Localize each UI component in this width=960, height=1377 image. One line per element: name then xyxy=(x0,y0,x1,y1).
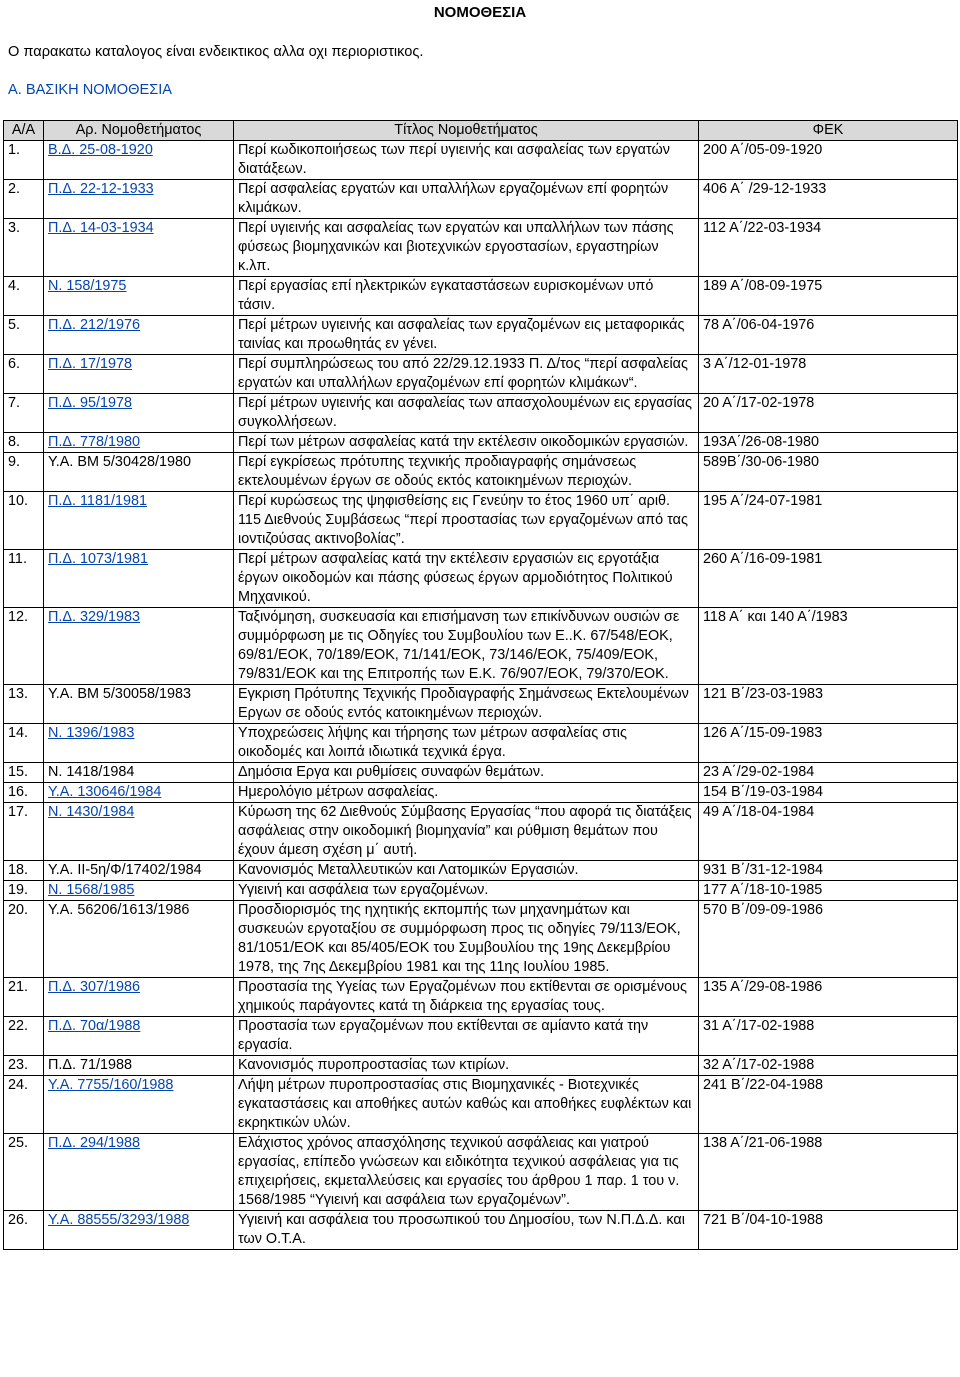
table-row xyxy=(4,355,958,394)
legislation-ref-text[interactable]: Ν. 158/1975 xyxy=(48,278,127,294)
fek-ref xyxy=(699,433,958,453)
fek-ref-text: 23 Α΄/29-02-1984 xyxy=(703,764,815,780)
legislation-title xyxy=(234,978,699,1017)
row-number-text: 9. xyxy=(8,454,21,470)
legislation-ref xyxy=(44,685,234,724)
legislation-ref xyxy=(44,316,234,355)
table-row xyxy=(4,861,958,881)
legislation-ref xyxy=(44,180,234,219)
legislation-title-text: Υποχρεώσεις λήψης και τήρησης των μέτρων ασφαλείας στις οικοδομές και λοιπά ιδιωτικά τεχνικά έργα. xyxy=(238,725,627,760)
row-number xyxy=(4,1076,44,1134)
row-number-text: 15. xyxy=(8,764,29,780)
row-number-text: 3. xyxy=(8,220,21,236)
legislation-ref xyxy=(44,355,234,394)
fek-ref-text: 193Α΄/26-08-1980 xyxy=(703,434,820,450)
table-row xyxy=(4,978,958,1017)
legislation-ref xyxy=(44,277,234,316)
legislation-table xyxy=(3,120,958,1250)
row-number-text: 22. xyxy=(8,1018,29,1034)
legislation-title-text: Περί συμπληρώσεως του από 22/29.12.1933 Π. Δ/τος “περί ασφαλείας εργατών και υπαλλήλων εργαζομένων επί φορητών κλιμάκων“. xyxy=(238,356,688,391)
fek-ref-text: 32 Α΄/17-02-1988 xyxy=(703,1057,815,1073)
legislation-title-text: Περί μέτρων υγιεινής και ασφαλείας των απασχολουμένων εις εργασίας συγκολλήσεων. xyxy=(238,395,692,430)
legislation-ref xyxy=(44,608,234,685)
row-number xyxy=(4,901,44,978)
legislation-ref-text: Υ.Α. ΒΜ 5/30428/1980 xyxy=(48,454,191,470)
legislation-ref-text[interactable]: Π.Δ. 294/1988 xyxy=(48,1135,141,1151)
row-number-text: 10. xyxy=(8,493,29,509)
row-number xyxy=(4,453,44,492)
legislation-title-text: Λήψη μέτρων πυροπροστασίας στις Βιομηχανικές - Βιοτεχνικές εγκαταστάσεις και αποθήκες αυτών καθώς και αποθήκες ευφλέκτων και εκρηκτικών υλών. xyxy=(238,1077,692,1131)
fek-ref xyxy=(699,763,958,783)
table-row xyxy=(4,901,958,978)
section-heading: Α. ΒΑΣΙΚΗ ΝΟΜΟΘΕΣΙΑ xyxy=(8,82,173,98)
legislation-title-text: Περί των μέτρων ασφαλείας κατά την εκτέλεσιν οικοδομικών εργασιών. xyxy=(238,434,689,450)
row-number xyxy=(4,608,44,685)
legislation-ref-text[interactable]: Π.Δ. 1181/1981 xyxy=(48,493,147,509)
row-number-text: 19. xyxy=(8,882,29,898)
legislation-title-text: Περί κυρώσεως της ψηφισθείσης εις Γενεύην το έτος 1960 υπ΄ αριθ. 115 Διεθνούς Συμβάσεως “περί προστασίας των εργαζομένων από τας ιοντιζούσας ακτινοβολίας”. xyxy=(238,493,688,547)
row-number xyxy=(4,433,44,453)
fek-ref-text: 177 Α΄/18-10-1985 xyxy=(703,882,823,898)
legislation-title-text: Προστασία των εργαζομένων που εκτίθενται σε αμίαντο κατά την εργασία. xyxy=(238,1018,649,1053)
legislation-title xyxy=(234,861,699,881)
legislation-title-text: Περί υγιεινής και ασφαλείας των εργατών και υπαλλήλων των πάσης φύσεως βιομηχανικών και βιοτεχνικών εργοστασίων, εργαστηρίων κ.λπ. xyxy=(238,220,674,274)
row-number-text: 18. xyxy=(8,862,29,878)
legislation-title-text: Ελάχιστος χρόνος απασχόλησης τεχνικού ασφάλειας και γιατρού εργασίας, επίπεδο γνώσεων και ειδικότητα τεχνικού ασφάλειας για τις επιχειρήσεις, εκμεταλλεύσεις και εργασίες του άρθρου 1 παρ. 1 του ν. 1568/1985 “Υγιεινή και ασφάλεια των εργαζομένων”. xyxy=(238,1135,680,1208)
legislation-title xyxy=(234,881,699,901)
legislation-title-text: Περί ασφαλείας εργατών και υπαλλήλων εργαζομένων επί φορητών κλιμάκων. xyxy=(238,181,669,216)
table-row xyxy=(4,550,958,608)
fek-ref xyxy=(699,394,958,433)
legislation-title xyxy=(234,724,699,763)
fek-ref xyxy=(699,783,958,803)
row-number xyxy=(4,1017,44,1056)
legislation-title xyxy=(234,1134,699,1211)
table-row xyxy=(4,1076,958,1134)
legislation-ref xyxy=(44,1056,234,1076)
legislation-ref xyxy=(44,492,234,550)
fek-ref-text: 78 Α΄/06-04-1976 xyxy=(703,317,815,333)
legislation-title-text: Υγιεινή και ασφάλεια του προσωπικού του Δημοσίου, των Ν.Π.Δ.Δ. και των Ο.Τ.Α. xyxy=(238,1212,685,1247)
fek-ref xyxy=(699,1134,958,1211)
legislation-title-text: Δημόσια Εργα και ρυθμίσεις συναφών θεμάτων. xyxy=(238,764,545,780)
row-number-text: 25. xyxy=(8,1135,29,1151)
legislation-ref xyxy=(44,1076,234,1134)
legislation-ref-text: Υ.Α. ΙΙ-5η/Φ/17402/1984 xyxy=(48,862,202,878)
fek-ref xyxy=(699,803,958,861)
fek-ref-text: 241 Β΄/22-04-1988 xyxy=(703,1077,824,1093)
fek-ref-text: 589Β΄/30-06-1980 xyxy=(703,454,820,470)
legislation-ref xyxy=(44,1017,234,1056)
row-number xyxy=(4,316,44,355)
legislation-title xyxy=(234,219,699,277)
table-row xyxy=(4,724,958,763)
intro-text: Ο παρακατω καταλογος είναι ενδεικτικος αλλα οχι περιοριστικος. xyxy=(8,44,424,60)
legislation-title xyxy=(234,1056,699,1076)
table-row xyxy=(4,1017,958,1056)
legislation-title xyxy=(234,803,699,861)
legislation-ref xyxy=(44,550,234,608)
table-row xyxy=(4,492,958,550)
row-number-text: 6. xyxy=(8,356,21,372)
legislation-title xyxy=(234,685,699,724)
row-number xyxy=(4,1134,44,1211)
table-row xyxy=(4,141,958,180)
legislation-ref-text[interactable]: Π.Δ. 95/1978 xyxy=(48,395,133,411)
fek-ref-text: 135 Α΄/29-08-1986 xyxy=(703,979,823,995)
legislation-ref-text[interactable]: Π.Δ. 17/1978 xyxy=(48,356,133,372)
header-ref: Αρ. Νομοθετήματος xyxy=(44,121,234,141)
legislation-ref xyxy=(44,453,234,492)
legislation-title-text: Περί μέτρων υγιεινής και ασφαλείας των εργαζομένων εις μεταφορικάς ταινίας και προωθητάς εν γένει. xyxy=(238,317,685,352)
fek-ref xyxy=(699,685,958,724)
table-row xyxy=(4,180,958,219)
table-row xyxy=(4,1056,958,1076)
row-number-text: 8. xyxy=(8,434,21,450)
fek-ref xyxy=(699,1017,958,1056)
legislation-title-text: Περί εργασίας επί ηλεκτρικών εγκαταστάσεων ευρισκομένων υπό τάσιν. xyxy=(238,278,654,313)
legislation-title xyxy=(234,608,699,685)
fek-ref-text: 570 Β΄/09-09-1986 xyxy=(703,902,824,918)
row-number-text: 20. xyxy=(8,902,29,918)
legislation-title xyxy=(234,783,699,803)
header-fek: ΦΕΚ xyxy=(699,121,958,141)
fek-ref-text: 126 Α΄/15-09-1983 xyxy=(703,725,823,741)
fek-ref xyxy=(699,316,958,355)
legislation-ref-text: Υ.Α. ΒΜ 5/30058/1983 xyxy=(48,686,191,702)
legislation-ref-text[interactable]: Υ.Α. 130646/1984 xyxy=(48,784,162,800)
legislation-title xyxy=(234,433,699,453)
fek-ref-text: 200 Α΄/05-09-1920 xyxy=(703,142,823,158)
row-number xyxy=(4,219,44,277)
fek-ref xyxy=(699,355,958,394)
fek-ref-text: 154 Β΄/19-03-1984 xyxy=(703,784,824,800)
legislation-ref xyxy=(44,881,234,901)
legislation-title xyxy=(234,180,699,219)
legislation-ref xyxy=(44,803,234,861)
legislation-ref xyxy=(44,724,234,763)
header-aa: Α/Α xyxy=(4,121,44,141)
fek-ref xyxy=(699,1211,958,1250)
legislation-title-text: Ταξινόμηση, συσκευασία και επισήμανση των επικίνδυνων ουσιών σε συμμόρφωση με τις Οδηγίες του Συμβουλίου των Ε..Κ. 67/548/ΕΟΚ, 69/81/ΕΟΚ, 70/189/ΕΟΚ, 71/141/ΕΟΚ, 73/146/ΕΟΚ, 75/409/ΕΟΚ, 79/831/ΕΟΚ και της Επιτροπής των Ε.Κ. 76/907/ΕΟΚ, 79/370/ΕΟΚ. xyxy=(238,609,680,682)
legislation-ref-text[interactable]: Π.Δ. 22-12-1933 xyxy=(48,181,154,197)
row-number xyxy=(4,861,44,881)
table-row xyxy=(4,685,958,724)
row-number-text: 1. xyxy=(8,142,21,158)
table-row xyxy=(4,1134,958,1211)
row-number-text: 14. xyxy=(8,725,29,741)
row-number-text: 11. xyxy=(8,551,27,567)
legislation-ref-text: Π.Δ. 71/1988 xyxy=(48,1057,133,1073)
legislation-ref-text: Ν. 1418/1984 xyxy=(48,764,135,780)
row-number xyxy=(4,355,44,394)
legislation-ref-text[interactable]: Π.Δ. 778/1980 xyxy=(48,434,141,450)
legislation-title xyxy=(234,550,699,608)
legislation-ref xyxy=(44,783,234,803)
fek-ref-text: 406 Α΄ /29-12-1933 xyxy=(703,181,827,197)
legislation-ref-text: Υ.Α. 56206/1613/1986 xyxy=(48,902,190,918)
legislation-title-text: Υγιεινή και ασφάλεια των εργαζομένων. xyxy=(238,882,489,898)
row-number-text: 17. xyxy=(8,804,29,820)
legislation-ref-text[interactable]: Π.Δ. 14-03-1934 xyxy=(48,220,154,236)
legislation-title-text: Ημερολόγιο μέτρων ασφαλείας. xyxy=(238,784,439,800)
legislation-ref-text[interactable]: Υ.Α. 88555/3293/1988 xyxy=(48,1212,190,1228)
row-number xyxy=(4,141,44,180)
table-row xyxy=(4,881,958,901)
fek-ref-text: 121 Β΄/23-03-1983 xyxy=(703,686,824,702)
table-row xyxy=(4,316,958,355)
fek-ref-text: 20 Α΄/17-02-1978 xyxy=(703,395,815,411)
legislation-ref xyxy=(44,1211,234,1250)
fek-ref xyxy=(699,1056,958,1076)
legislation-title-text: Κανονισμός Μεταλλευτικών και Λατομικών Εργασιών. xyxy=(238,862,579,878)
fek-ref-text: 931 Β΄/31-12-1984 xyxy=(703,862,824,878)
fek-ref-text: 112 Α΄/22-03-1934 xyxy=(703,220,822,236)
table-row xyxy=(4,803,958,861)
legislation-title-text: Κανονισμός πυροπροστασίας των κτιρίων. xyxy=(238,1057,510,1073)
legislation-ref-text[interactable]: Β.Δ. 25-08-1920 xyxy=(48,142,153,158)
fek-ref xyxy=(699,881,958,901)
legislation-ref-text[interactable]: Ν. 1396/1983 xyxy=(48,725,135,741)
table-row xyxy=(4,219,958,277)
legislation-ref-text[interactable]: Π.Δ. 212/1976 xyxy=(48,317,141,333)
legislation-title xyxy=(234,1017,699,1056)
fek-ref xyxy=(699,861,958,881)
legislation-title xyxy=(234,277,699,316)
row-number xyxy=(4,763,44,783)
legislation-ref-text[interactable]: Π.Δ. 70α/1988 xyxy=(48,1018,141,1034)
row-number-text: 5. xyxy=(8,317,21,333)
row-number-text: 4. xyxy=(8,278,21,294)
table-row xyxy=(4,608,958,685)
legislation-ref-text[interactable]: Ν. 1568/1985 xyxy=(48,882,135,898)
legislation-ref-text[interactable]: Ν. 1430/1984 xyxy=(48,804,135,820)
row-number xyxy=(4,783,44,803)
legislation-ref xyxy=(44,901,234,978)
row-number-text: 2. xyxy=(8,181,21,197)
legislation-title-text: Περί μέτρων ασφαλείας κατά την εκτέλεσιν εργασιών εις εργοτάξια έργων οικοδομών και πάσης φύσεως έργων αρμοδιότητος Πολιτικού Μηχανικού. xyxy=(238,551,673,605)
row-number xyxy=(4,1056,44,1076)
legislation-title xyxy=(234,763,699,783)
fek-ref-text: 3 Α΄/12-01-1978 xyxy=(703,356,807,372)
legislation-title xyxy=(234,1076,699,1134)
row-number xyxy=(4,550,44,608)
table-row xyxy=(4,783,958,803)
row-number-text: 26. xyxy=(8,1212,29,1228)
legislation-title-text: Κύρωση της 62 Διεθνούς Σύμβασης Εργασίας “που αφορά τις διατάξεις ασφάλειας στην οικοδομική βιομηχανία” και ρύθμιση θεμάτων που έχουν άμεση σχέση μ΄ αυτή. xyxy=(238,804,692,858)
legislation-ref xyxy=(44,141,234,180)
legislation-title xyxy=(234,453,699,492)
legislation-ref xyxy=(44,978,234,1017)
legislation-title xyxy=(234,316,699,355)
fek-ref xyxy=(699,724,958,763)
legislation-ref xyxy=(44,1134,234,1211)
fek-ref-text: 260 Α΄/16-09-1981 xyxy=(703,551,823,567)
row-number xyxy=(4,724,44,763)
fek-ref xyxy=(699,608,958,685)
document-title: ΝΟΜΟΘΕΣΙΑ xyxy=(433,4,527,21)
legislation-ref xyxy=(44,394,234,433)
legislation-title xyxy=(234,492,699,550)
table-row xyxy=(4,763,958,783)
legislation-ref xyxy=(44,861,234,881)
fek-ref xyxy=(699,453,958,492)
fek-ref xyxy=(699,180,958,219)
fek-ref xyxy=(699,277,958,316)
row-number xyxy=(4,1211,44,1250)
legislation-ref xyxy=(44,219,234,277)
fek-ref xyxy=(699,901,958,978)
legislation-ref xyxy=(44,763,234,783)
row-number xyxy=(4,394,44,433)
legislation-title-text: Περί εγκρίσεως πρότυπης τεχνικής προδιαγραφής σημάνσεως εκτελουμένων έργων σε οδούς εκτός κατοικημένων περιοχών. xyxy=(238,454,637,489)
legislation-title-text: Εγκριση Πρότυπης Τεχνικής Προδιαγραφής Σημάνσεως Εκτελουμένων Εργων σε οδούς εντός κατοικημένων περιοχών. xyxy=(238,686,689,721)
legislation-ref-text[interactable]: Π.Δ. 329/1983 xyxy=(48,609,141,625)
table-row xyxy=(4,394,958,433)
row-number xyxy=(4,685,44,724)
legislation-ref-text[interactable]: Υ.Α. 7755/160/1988 xyxy=(48,1077,174,1093)
row-number-text: 13. xyxy=(8,686,29,702)
fek-ref-text: 721 Β΄/04-10-1988 xyxy=(703,1212,824,1228)
fek-ref xyxy=(699,492,958,550)
fek-ref-text: 31 Α΄/17-02-1988 xyxy=(703,1018,815,1034)
table-row xyxy=(4,433,958,453)
fek-ref xyxy=(699,550,958,608)
legislation-title-text: Περί κωδικοποιήσεως των περί υγιεινής και ασφαλείας των εργατών διατάξεων. xyxy=(238,142,670,177)
legislation-ref-text[interactable]: Π.Δ. 1073/1981 xyxy=(48,551,149,567)
fek-ref-text: 118 Α΄ και 140 Α΄/1983 xyxy=(703,609,848,625)
row-number xyxy=(4,803,44,861)
row-number xyxy=(4,881,44,901)
row-number xyxy=(4,277,44,316)
table-row xyxy=(4,277,958,316)
legislation-title xyxy=(234,901,699,978)
legislation-ref-text[interactable]: Π.Δ. 307/1986 xyxy=(48,979,141,995)
legislation-title-text: Προστασία της Υγείας των Εργαζομένων που εκτίθενται σε ορισμένους χημικούς παράγοντες κατά τη διάρκεια της εργασίας τους. xyxy=(238,979,687,1014)
fek-ref xyxy=(699,978,958,1017)
fek-ref xyxy=(699,219,958,277)
row-number-text: 23. xyxy=(8,1057,29,1073)
row-number-text: 21. xyxy=(8,979,29,995)
fek-ref xyxy=(699,1076,958,1134)
legislation-title xyxy=(234,1211,699,1250)
row-number xyxy=(4,492,44,550)
table-row xyxy=(4,453,958,492)
table-header-row xyxy=(4,121,958,141)
row-number xyxy=(4,180,44,219)
row-number-text: 16. xyxy=(8,784,29,800)
row-number-text: 24. xyxy=(8,1077,29,1093)
legislation-title xyxy=(234,355,699,394)
row-number-text: 12. xyxy=(8,609,29,625)
fek-ref xyxy=(699,141,958,180)
fek-ref-text: 49 Α΄/18-04-1984 xyxy=(703,804,815,820)
legislation-title xyxy=(234,394,699,433)
fek-ref-text: 138 Α΄/21-06-1988 xyxy=(703,1135,823,1151)
legislation-title-text: Προσδιορισμός της ηχητικής εκπομπής των μηχανημάτων και συσκευών εργοταξίου σε συμμόρφωση προς τις οδηγίες 79/113/ΕΟΚ, 81/1051/ΕΟΚ και 85/405/ΕΟΚ του Συμβουλίου της 19ης Δεκεμβρίου 1978, της 7ης Δεκεμβρίου 1981 και της 11ης Ιουλίου 1985. xyxy=(238,902,681,975)
legislation-ref xyxy=(44,433,234,453)
row-number xyxy=(4,978,44,1017)
row-number-text: 7. xyxy=(8,395,21,411)
table-row xyxy=(4,1211,958,1250)
fek-ref-text: 195 Α΄/24-07-1981 xyxy=(703,493,823,509)
legislation-title xyxy=(234,141,699,180)
header-title: Τίτλος Νομοθετήματος xyxy=(234,121,699,141)
fek-ref-text: 189 Α΄/08-09-1975 xyxy=(703,278,823,294)
